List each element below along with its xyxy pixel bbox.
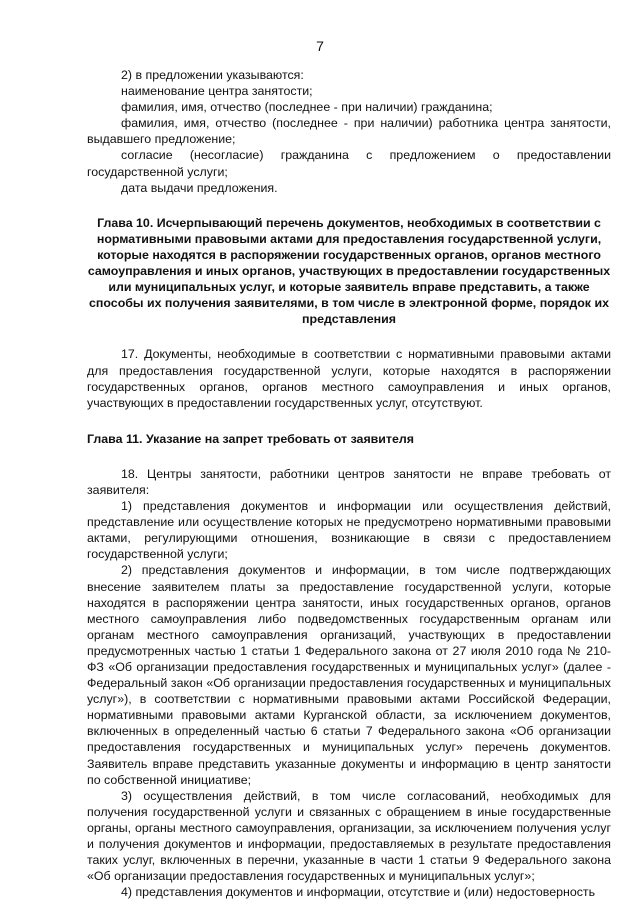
chapter-10-heading: Глава 10. Исчерпывающий перечень документов, необходимых в соответствии с нормативными правовыми актами для предоставления государственной услуги, которые находятся в распоряжении государственных органов, органов местного самоуправления и иных органов, участвующих в предоставлении государственных или муниципальных услуг, и которые заявитель вправе представить, а также способы их получения заявителями, в том числе в электронной форме, порядок их представления	[87, 215, 611, 327]
paragraph-17: 17. Документы, необходимые в соответствии с нормативными правовыми актами для предоставления государственной услуги, которые находятся в распоряжении государственных органов, органов местного самоуправления и иных органов, участвующих в предоставлении государственных услуг, отсутствуют.	[87, 347, 611, 410]
paragraph-18-item-1: 1) представления документов и информации или осуществления действий, представление или осуществление которых не предусмотрено нормативными правовыми актами, регулирующими отношения, возникающие в связи с предоставлением государственной услуги;	[87, 499, 611, 562]
list-item: дата выдачи предложения.	[121, 180, 278, 195]
paragraph-18-item-2: 2) представления документов и информации, в том числе подтверждающих внесение заявителем платы за предоставление государственной услуги, которые находятся в распоряжении центра занятости, иных государственных органов, органов местного самоуправления либо подведомственных государственным органам или органам местного самоуправления организаций, участвующих в предоставлении предусмотренных частью 1 статьи 1 Федерального закона от 27 июля 2010 года № 210-ФЗ «Об организации предоставления государственных и муниципальных услуг» (далее - Федеральный закон «Об организации предоставления государственных и муниципальных услуг»), в соответствии с нормативными правовыми актами Российской Федерации, нормативными правовыми актами Курганской области, за исключением документов, включенных в определенный частью 6 статьи 7 Федерального закона «Об организации предоставления государственных и муниципальных услуг» перечень документов. Заявитель вправе представить указанные документы и информацию в центр занятости по собственной инициативе;	[87, 563, 611, 787]
list-item: фамилия, имя, отчество (последнее - при наличии) работника центра занятости, выдавшего предложение;	[87, 116, 611, 147]
paragraph-18-item-4: 4) представления документов и информации, отсутствие и (или) недостоверность	[121, 885, 596, 900]
chapter-10-heading-block	[87, 215, 611, 328]
list-item: наименование центра занятости;	[121, 84, 313, 99]
list-intro: 2) в предложении указываются:	[121, 68, 304, 82]
list-item: фамилия, имя, отчество (последнее - при наличии) гражданина;	[121, 100, 493, 115]
paragraph-18: 18. Центры занятости, работники центров занятости не вправе требовать от заявителя:	[87, 466, 611, 497]
chapter-11-heading: Глава 11. Указание на запрет требовать от заявителя	[87, 431, 414, 446]
paragraph-18-item-3: 3) осуществления действий, в том числе согласований, необходимых для получения государственной услуги и связанных с обращением в иные государственные органы, органы местного самоуправления, организации, за исключением получения услуг и получения документов и информации, предоставляемых в результате предоставления таких услуг, включенных в перечни, указанные в части 1 статьи 9 Федерального закона «Об организации предоставления государственных и муниципальных услуг»;	[87, 788, 611, 884]
page-number: 7	[316, 38, 324, 54]
list-item: согласие (несогласие) гражданина с предложением о предоставлении государственной услуги;	[87, 148, 611, 179]
document-body	[87, 67, 611, 900]
